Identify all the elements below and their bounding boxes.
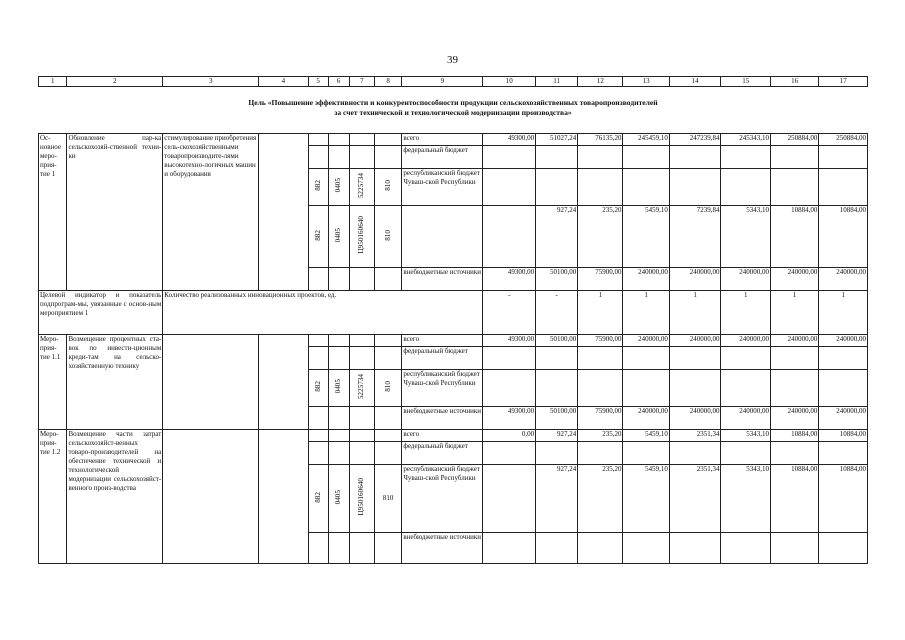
code-vr-text: 810 <box>383 180 392 191</box>
value-cell: 5459,10 <box>623 430 669 442</box>
code-cell <box>374 430 401 442</box>
funding-source: всего <box>402 335 483 347</box>
funding-source: республиканский бюджет Чуваш-ской Республики <box>402 465 483 533</box>
code-cell <box>349 347 374 370</box>
code-cell <box>349 335 374 347</box>
event-number: Меро-прия-тие 1.2 <box>39 430 67 564</box>
value-cell: 240000,00 <box>721 268 771 291</box>
value-cell <box>770 169 818 206</box>
value-cell: 10884,00 <box>819 206 868 268</box>
goal-line-2: за счет технической и технологической модернизации производства» <box>334 108 572 117</box>
code-cell <box>308 430 328 442</box>
code-cell <box>349 442 374 465</box>
column-number-10: 10 <box>483 77 536 87</box>
value-cell: 247239,84 <box>669 134 721 146</box>
funding-source: республиканский бюджет Чуваш-ской Республики <box>402 169 483 206</box>
value-cell: 240000,00 <box>819 335 868 347</box>
value-cell: 50100,00 <box>536 268 578 291</box>
value-cell <box>623 347 669 370</box>
code-cell <box>328 268 349 291</box>
value-cell: 235,20 <box>578 465 623 533</box>
event-description <box>163 335 259 430</box>
value-cell <box>669 442 721 465</box>
code-csr <box>349 370 374 407</box>
value-cell <box>483 442 536 465</box>
code-grbs <box>308 465 328 533</box>
code-cell <box>349 134 374 146</box>
value-cell: 75900,00 <box>578 335 623 347</box>
table-row <box>39 335 868 347</box>
code-grbs <box>308 169 328 206</box>
code-cell <box>308 407 328 430</box>
indicator-value: 1 <box>819 291 868 335</box>
value-cell <box>536 146 578 169</box>
value-cell: 240000,00 <box>770 268 818 291</box>
value-cell: 5459,10 <box>623 465 669 533</box>
value-cell: 235,20 <box>578 206 623 268</box>
event-performer <box>259 430 309 564</box>
indicator-value: 1 <box>721 291 771 335</box>
column-number-16: 16 <box>770 77 818 87</box>
event-name: Обновление пар-ка сельскохозяй-ственной техни-ки <box>67 134 163 291</box>
code-cell <box>308 442 328 465</box>
code-cell <box>349 146 374 169</box>
value-cell: 5343,10 <box>721 430 771 442</box>
event-description <box>163 430 259 564</box>
code-cell <box>374 268 401 291</box>
code-grbs-text: 882 <box>313 180 322 191</box>
column-number-4: 4 <box>259 77 309 87</box>
code-rz-text: 0405 <box>334 489 343 505</box>
code-cell <box>374 442 401 465</box>
column-number-header <box>38 76 868 87</box>
table-row <box>39 291 868 335</box>
value-cell <box>536 533 578 564</box>
value-cell: 240000,00 <box>623 407 669 430</box>
code-cell <box>374 134 401 146</box>
value-cell: 49300,00 <box>483 268 536 291</box>
value-cell <box>623 370 669 407</box>
value-cell: 240000,00 <box>669 335 721 347</box>
value-cell <box>578 370 623 407</box>
event-number: Ос-новное меро-прия-тие 1 <box>39 134 67 291</box>
code-cell <box>374 407 401 430</box>
value-cell <box>536 442 578 465</box>
code-rz <box>328 169 349 206</box>
column-number-12: 12 <box>578 77 623 87</box>
column-number-14: 14 <box>669 77 721 87</box>
value-cell: 240000,00 <box>669 407 721 430</box>
value-cell <box>578 442 623 465</box>
page-number: 39 <box>447 54 458 66</box>
indicator-text: Количество реализованных инновационных проектов, ед. <box>163 291 483 335</box>
value-cell: 250884,00 <box>819 134 868 146</box>
value-cell: 51027,24 <box>536 134 578 146</box>
table-row <box>39 134 868 146</box>
value-cell <box>483 347 536 370</box>
indicator-label: Целевой индикатор и показатель подпрограм-мы, увязанные с основ-ным мероприятием 1 <box>39 291 163 335</box>
value-cell <box>721 370 771 407</box>
value-cell: 250884,00 <box>770 134 818 146</box>
value-cell: 75900,00 <box>578 407 623 430</box>
code-cell <box>308 335 328 347</box>
column-number-11: 11 <box>536 77 578 87</box>
code-vr: 810 <box>374 465 401 533</box>
value-cell <box>536 370 578 407</box>
funding-source: федеральный бюджет <box>402 442 483 465</box>
value-cell: 927,24 <box>536 206 578 268</box>
value-cell <box>483 533 536 564</box>
code-csr <box>349 465 374 533</box>
value-cell <box>819 347 868 370</box>
code-cell <box>328 146 349 169</box>
code-cell <box>328 430 349 442</box>
value-cell: 240000,00 <box>669 268 721 291</box>
value-cell <box>819 169 868 206</box>
value-cell <box>578 533 623 564</box>
column-number-8: 8 <box>374 77 401 87</box>
column-number-1: 1 <box>39 77 67 87</box>
value-cell <box>483 370 536 407</box>
value-cell: 240000,00 <box>623 268 669 291</box>
funding-source: федеральный бюджет <box>402 347 483 370</box>
value-cell <box>770 533 818 564</box>
code-grbs <box>308 206 328 268</box>
code-cell <box>349 407 374 430</box>
code-cell <box>308 533 328 564</box>
funding-source: внебюджетные источники <box>402 268 483 291</box>
code-csr <box>349 206 374 268</box>
code-cell <box>349 533 374 564</box>
value-cell <box>721 533 771 564</box>
value-cell: 75900,00 <box>578 268 623 291</box>
code-vr-text: 810 <box>383 381 392 392</box>
code-cell <box>328 533 349 564</box>
value-cell <box>770 146 818 169</box>
value-cell: 7239,84 <box>669 206 721 268</box>
funding-source: республиканский бюджет Чуваш-ской Республики <box>402 370 483 407</box>
value-cell: 76135,20 <box>578 134 623 146</box>
indicator-value: - <box>483 291 536 335</box>
value-cell: 927,24 <box>536 430 578 442</box>
column-number-6: 6 <box>328 77 349 87</box>
code-rz-text: 0405 <box>334 227 343 243</box>
value-cell: 240000,00 <box>770 407 818 430</box>
value-cell <box>578 169 623 206</box>
value-cell <box>623 442 669 465</box>
value-cell <box>536 347 578 370</box>
code-cell <box>308 134 328 146</box>
value-cell: 10884,00 <box>770 465 818 533</box>
value-cell <box>770 442 818 465</box>
value-cell <box>623 169 669 206</box>
value-cell <box>721 169 771 206</box>
value-cell: 50100,00 <box>536 335 578 347</box>
column-number-3: 3 <box>163 77 259 87</box>
value-cell: 927,24 <box>536 465 578 533</box>
value-cell: 49300,00 <box>483 134 536 146</box>
value-cell <box>623 146 669 169</box>
value-cell <box>483 169 536 206</box>
value-cell <box>819 370 868 407</box>
value-cell <box>483 465 536 533</box>
value-cell <box>483 146 536 169</box>
value-cell <box>721 442 771 465</box>
code-cell <box>374 335 401 347</box>
value-cell <box>623 533 669 564</box>
code-cell <box>328 134 349 146</box>
value-cell: 240000,00 <box>623 335 669 347</box>
value-cell: 240000,00 <box>721 335 771 347</box>
value-cell: 10884,00 <box>770 206 818 268</box>
value-cell <box>819 533 868 564</box>
value-cell: 5343,10 <box>721 465 771 533</box>
value-cell <box>669 370 721 407</box>
column-number-15: 15 <box>721 77 771 87</box>
funding-source: внебюджетные источники <box>402 533 483 564</box>
code-grbs-text: 882 <box>313 381 322 392</box>
event-description: стимулирование приобретения сель-скохозяйственными товаропроизводите-лями высокотехно-логичных машин и оборудования <box>163 134 259 291</box>
value-cell <box>669 347 721 370</box>
code-vr <box>374 370 401 407</box>
goal-title <box>38 98 868 118</box>
value-cell: 49300,00 <box>483 407 536 430</box>
event-name: Возмещение части затрат сельскохозяйст-венных товаро-производителей на обеспечение технической и технологической модернизации сельскохозяйст-венного произ-водства <box>67 430 163 564</box>
column-number-9: 9 <box>402 77 483 87</box>
event-performer <box>259 134 309 291</box>
code-csr <box>349 169 374 206</box>
value-cell <box>770 370 818 407</box>
value-cell: 235,20 <box>578 430 623 442</box>
indicator-value: 1 <box>669 291 721 335</box>
column-number-7: 7 <box>349 77 374 87</box>
code-rz-text: 0405 <box>334 178 343 193</box>
funding-source: федеральный бюджет <box>402 146 483 169</box>
value-cell <box>770 347 818 370</box>
goal-line-1: Цель «Повышение эффективности и конкурентоспособности продукции сельскохозяйственных товаропроизводителей <box>248 98 658 107</box>
funding-source: всего <box>402 134 483 146</box>
code-vr <box>374 169 401 206</box>
value-cell: 245343,10 <box>721 134 771 146</box>
code-cell <box>308 347 328 370</box>
value-cell: 10884,00 <box>819 430 868 442</box>
code-cell <box>308 268 328 291</box>
value-cell <box>483 206 536 268</box>
value-cell: 0,00 <box>483 430 536 442</box>
event-name: Возмещение процентных ста-вок по инвести-ционным креди-там на сельско-хозяйственную технику <box>67 335 163 430</box>
funding-source <box>402 206 483 268</box>
value-cell: 245459,10 <box>623 134 669 146</box>
value-cell <box>819 442 868 465</box>
column-number-5: 5 <box>308 77 328 87</box>
value-cell: 5459,10 <box>623 206 669 268</box>
value-cell <box>536 169 578 206</box>
indicator-value: 1 <box>623 291 669 335</box>
value-cell <box>721 146 771 169</box>
code-cell <box>374 533 401 564</box>
indicator-value: - <box>536 291 578 335</box>
code-csr-text: 5225734 <box>357 172 366 199</box>
value-cell: 5343,10 <box>721 206 771 268</box>
indicator-value: 1 <box>578 291 623 335</box>
value-cell: 2351,34 <box>669 465 721 533</box>
code-cell <box>374 347 401 370</box>
code-cell <box>374 146 401 169</box>
funding-source: всего <box>402 430 483 442</box>
value-cell: 240000,00 <box>819 407 868 430</box>
value-cell: 2351,34 <box>669 430 721 442</box>
code-cell <box>328 442 349 465</box>
value-cell: 10884,00 <box>770 430 818 442</box>
code-rz <box>328 370 349 407</box>
code-grbs-text: 882 <box>313 229 322 241</box>
code-cell <box>328 335 349 347</box>
column-number-17: 17 <box>819 77 868 87</box>
code-csr-text: 5225734 <box>357 373 366 400</box>
column-number-13: 13 <box>623 77 669 87</box>
value-cell: 240000,00 <box>770 335 818 347</box>
code-vr-text: 810 <box>383 229 392 241</box>
event-performer <box>259 335 309 430</box>
value-cell <box>669 533 721 564</box>
value-cell: 49300,00 <box>483 335 536 347</box>
value-cell <box>669 146 721 169</box>
indicator-value: 1 <box>770 291 818 335</box>
value-cell <box>819 146 868 169</box>
code-csr-text: Ц950160640 <box>357 216 366 254</box>
value-cell <box>578 347 623 370</box>
funding-source: внебюджетные источники <box>402 407 483 430</box>
code-cell <box>349 430 374 442</box>
table-row <box>39 430 868 442</box>
code-cell <box>349 268 374 291</box>
event-number: Меро-прия-тие 1.1 <box>39 335 67 430</box>
value-cell <box>578 146 623 169</box>
value-cell <box>669 169 721 206</box>
code-rz <box>328 465 349 533</box>
program-table <box>38 133 868 564</box>
code-vr <box>374 206 401 268</box>
value-cell: 240000,00 <box>819 268 868 291</box>
code-rz <box>328 206 349 268</box>
code-cell <box>308 146 328 169</box>
code-grbs-text: 882 <box>313 491 322 503</box>
code-csr-text: Ц950160640 <box>357 478 366 516</box>
value-cell: 50100,00 <box>536 407 578 430</box>
value-cell: 240000,00 <box>721 407 771 430</box>
column-number-2: 2 <box>67 77 163 87</box>
value-cell: 10884,00 <box>819 465 868 533</box>
code-cell <box>328 347 349 370</box>
code-cell <box>328 407 349 430</box>
value-cell <box>721 347 771 370</box>
code-rz-text: 0405 <box>334 379 343 394</box>
code-grbs <box>308 370 328 407</box>
